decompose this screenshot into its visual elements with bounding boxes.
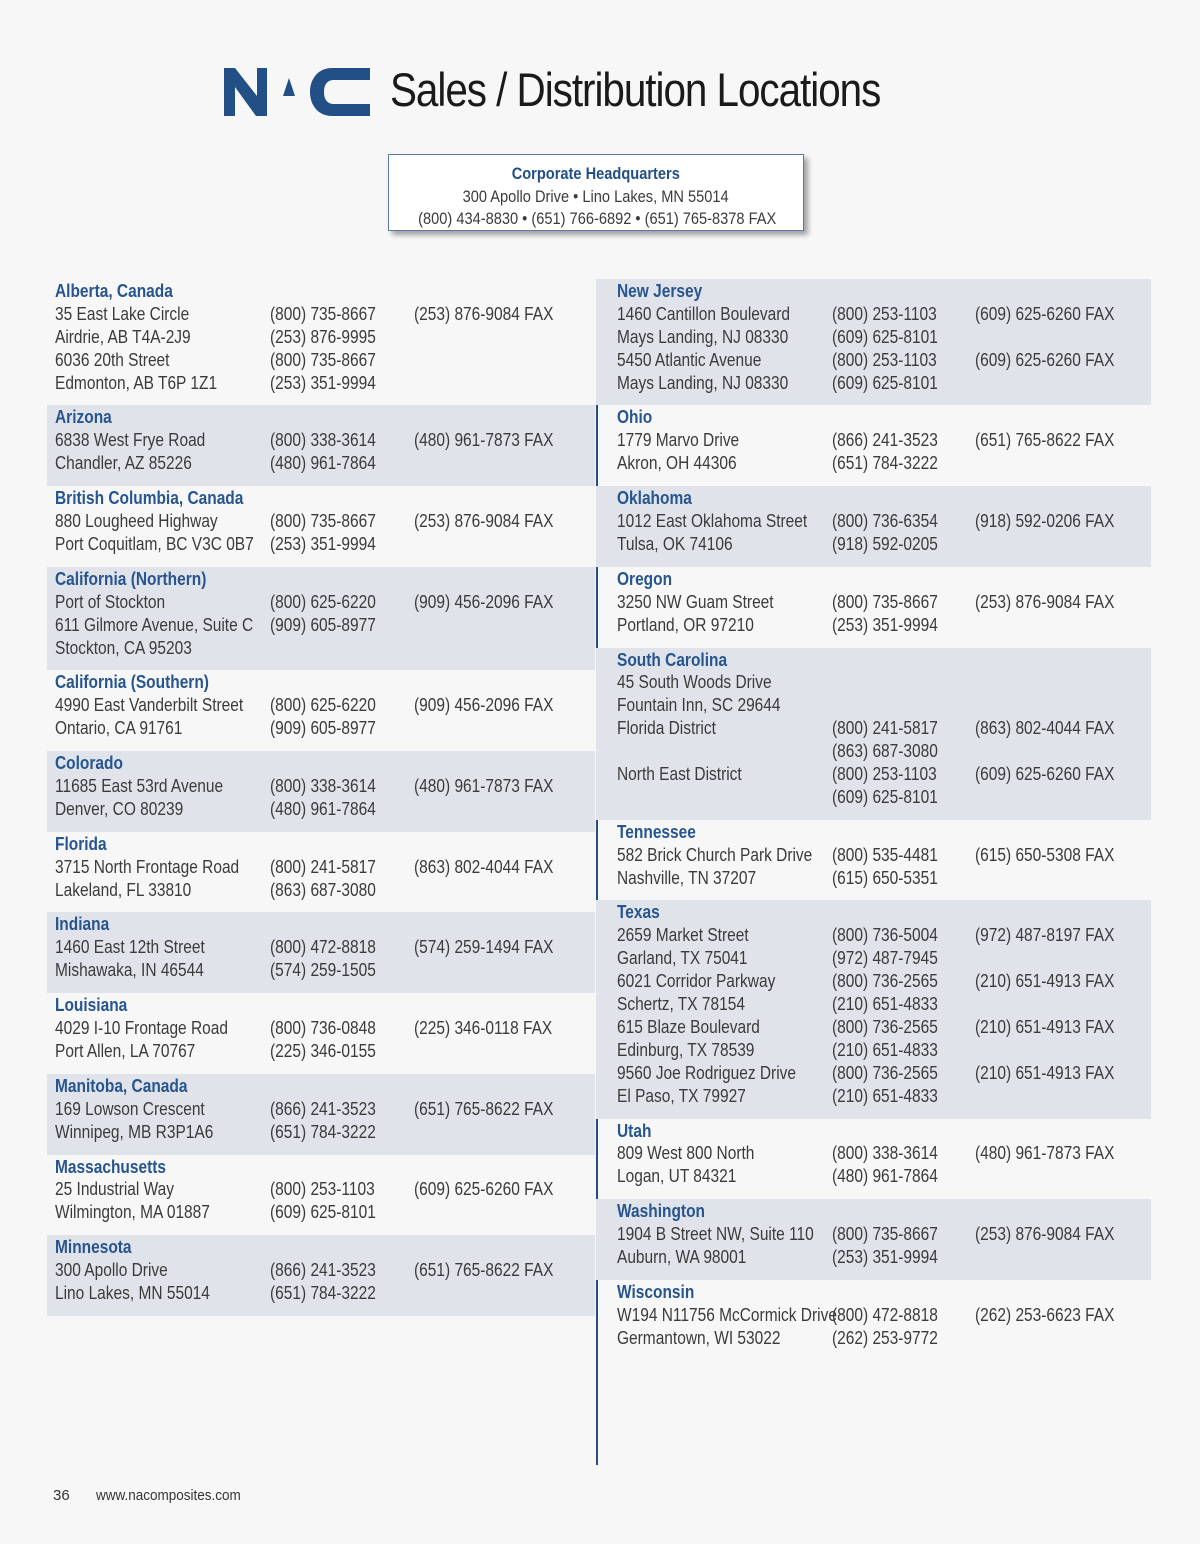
- location-section: [47, 279, 595, 405]
- location-row: [617, 510, 1151, 533]
- location-row: [55, 1040, 595, 1063]
- phone-text: (800) 253-1103: [832, 303, 937, 324]
- fax-text: (480) 961-7873 FAX: [414, 430, 554, 451]
- location-row: [617, 1062, 1151, 1085]
- location-section: [47, 486, 595, 567]
- location-row: [55, 510, 595, 533]
- location-title: Tennessee: [617, 821, 696, 842]
- phone-text: (210) 651-4833: [832, 994, 938, 1015]
- phone-text: (253) 351-9994: [270, 372, 376, 393]
- phone-text: (480) 961-7864: [832, 1166, 938, 1187]
- address-text: 6036 20th Street: [55, 349, 170, 370]
- address-text: Stockton, CA 95203: [55, 637, 192, 658]
- location-title: Florida: [55, 833, 107, 854]
- fax-text: (609) 625-6260 FAX: [975, 764, 1115, 784]
- phone-text: (800) 625-6220: [270, 591, 376, 612]
- address-text: El Paso, TX 79927: [617, 1085, 746, 1106]
- address-text: 1460 East 12th Street: [55, 937, 205, 958]
- phone-text: (262) 253-9772: [832, 1327, 938, 1348]
- location-row: [617, 372, 1151, 395]
- location-section: [596, 1199, 1151, 1280]
- location-row: [617, 694, 1151, 717]
- location-title: Alberta, Canada: [55, 281, 173, 301]
- phone-text: (253) 351-9994: [832, 1246, 938, 1267]
- fax-text: (225) 346-0118 FAX: [414, 1018, 553, 1039]
- location-row: [55, 591, 595, 614]
- address-text: Fountain Inn, SC 29644: [617, 695, 781, 716]
- address-text: 809 West 800 North: [617, 1143, 755, 1164]
- location-row: [55, 349, 595, 372]
- location-section: [596, 1119, 1151, 1200]
- location-row: [617, 717, 1151, 740]
- location-row: [55, 936, 595, 959]
- location-section: [596, 486, 1151, 567]
- location-row: [55, 1282, 595, 1305]
- address-text: 611 Gilmore Avenue, Suite C: [55, 614, 254, 635]
- address-text: Lino Lakes, MN 55014: [55, 1283, 210, 1304]
- address-text: Akron, OH 44306: [617, 453, 737, 474]
- phone-text: (253) 351-9994: [832, 614, 938, 635]
- location-title: Massachusetts: [55, 1156, 166, 1177]
- location-row: [617, 970, 1151, 993]
- location-section: [596, 567, 1151, 648]
- location-section: [47, 670, 595, 751]
- phone-text: (866) 241-3523: [832, 430, 938, 451]
- corporate-headquarters-box: [388, 154, 804, 231]
- location-row: [55, 614, 595, 637]
- fax-text: (909) 456-2096 FAX: [414, 695, 554, 716]
- phone-text: (800) 338-3614: [270, 776, 376, 797]
- phone-text: (800) 736-2565: [832, 971, 938, 992]
- location-title: Utah: [617, 1120, 652, 1141]
- location-title: Ohio: [617, 407, 653, 428]
- location-row: [617, 924, 1151, 947]
- address-text: Mishawaka, IN 46544: [55, 960, 204, 981]
- address-text: 1904 B Street NW, Suite 110: [617, 1224, 814, 1245]
- fax-text: (253) 876-9084 FAX: [975, 591, 1115, 612]
- phone-text: (609) 625-8101: [270, 1202, 376, 1223]
- location-row: [617, 740, 1151, 763]
- website-url: www.nacomposites.com: [95, 1487, 241, 1504]
- address-text: North East District: [617, 764, 742, 784]
- address-text: Edmonton, AB T6P 1Z1: [55, 372, 218, 393]
- location-title: New Jersey: [617, 281, 703, 301]
- phone-text: (800) 736-6354: [832, 511, 938, 532]
- nac-logo: [224, 68, 370, 116]
- phone-text: (574) 259-1505: [270, 960, 376, 981]
- fax-text: (972) 487-8197 FAX: [975, 925, 1115, 946]
- location-row: [617, 1327, 1151, 1350]
- location-row: [617, 349, 1151, 372]
- phone-text: (800) 338-3614: [270, 430, 376, 451]
- address-text: 45 South Woods Drive: [617, 672, 772, 693]
- location-title: Indiana: [55, 914, 110, 935]
- address-text: Germantown, WI 53022: [617, 1327, 781, 1348]
- address-text: Nashville, TN 37207: [617, 867, 757, 888]
- phone-text: (210) 651-4833: [832, 1039, 938, 1060]
- location-row: [617, 993, 1151, 1016]
- address-text: Garland, TX 75041: [617, 948, 748, 969]
- address-text: 2659 Market Street: [617, 925, 749, 946]
- address-text: Lakeland, FL 33810: [55, 879, 192, 900]
- page-footer: [53, 1487, 257, 1504]
- location-row: [617, 1085, 1151, 1108]
- locations-column-left: [47, 279, 595, 1316]
- location-section: [47, 1235, 595, 1316]
- location-row: [55, 637, 595, 660]
- address-text: W194 N11756 McCormick Drive: [617, 1304, 837, 1325]
- phone-text: (480) 961-7864: [270, 798, 376, 819]
- page-number: 36: [53, 1487, 70, 1504]
- location-title: Arizona: [55, 407, 112, 428]
- location-row: [617, 533, 1151, 556]
- phone-text: (609) 625-8101: [832, 786, 938, 807]
- phone-text: (800) 472-8818: [832, 1304, 938, 1325]
- phone-text: (800) 736-2565: [832, 1016, 938, 1037]
- location-row: [617, 671, 1151, 694]
- location-section: [47, 993, 595, 1074]
- location-row: [617, 429, 1151, 452]
- address-text: 300 Apollo Drive: [55, 1260, 168, 1281]
- fax-text: (651) 765-8622 FAX: [414, 1098, 554, 1119]
- phone-text: (800) 253-1103: [832, 764, 937, 784]
- location-title: Colorado: [55, 753, 123, 774]
- fax-text: (609) 625-6260 FAX: [975, 349, 1115, 370]
- location-title: South Carolina: [617, 649, 728, 670]
- location-row: [55, 856, 595, 879]
- fax-text: (480) 961-7873 FAX: [414, 776, 554, 797]
- fax-text: (210) 651-4913 FAX: [975, 1016, 1115, 1037]
- location-row: [617, 1246, 1151, 1269]
- address-text: Port Coquitlam, BC V3C 0B7: [55, 533, 254, 554]
- address-text: Port of Stockton: [55, 591, 166, 612]
- location-title: Louisiana: [55, 995, 128, 1016]
- fax-text: (863) 802-4044 FAX: [414, 856, 554, 877]
- location-section: [47, 832, 595, 913]
- location-title: Oklahoma: [617, 488, 692, 509]
- location-title: California (Southern): [55, 672, 209, 693]
- fax-text: (262) 253-6623 FAX: [975, 1304, 1115, 1325]
- address-text: 880 Lougheed Highway: [55, 511, 218, 532]
- location-row: [617, 786, 1151, 809]
- location-title: Minnesota: [55, 1237, 132, 1258]
- address-text: 11685 East 53rd Avenue: [55, 776, 224, 797]
- location-section: [596, 405, 1151, 486]
- location-row: [617, 326, 1151, 349]
- location-title: Wisconsin: [617, 1281, 695, 1302]
- location-title: Washington: [617, 1201, 706, 1222]
- location-row: [55, 326, 595, 349]
- location-row: [55, 372, 595, 395]
- location-row: [617, 1165, 1151, 1188]
- location-row: [617, 1142, 1151, 1165]
- location-row: [617, 867, 1151, 890]
- hq-phones: (800) 434-8830 • (651) 766-6892 • (651) 765-8378 FAX: [418, 209, 777, 228]
- location-row: [55, 717, 595, 740]
- phone-text: (651) 784-3222: [270, 1121, 376, 1142]
- location-row: [617, 947, 1151, 970]
- phone-text: (800) 625-6220: [270, 695, 376, 716]
- phone-text: (863) 687-3080: [832, 741, 938, 762]
- phone-text: (225) 346-0155: [270, 1040, 376, 1061]
- phone-text: (800) 736-5004: [832, 925, 938, 946]
- address-text: Chandler, AZ 85226: [55, 453, 192, 474]
- address-text: Airdrie, AB T4A-2J9: [55, 326, 191, 347]
- fax-text: (574) 259-1494 FAX: [414, 937, 554, 958]
- address-text: 1012 East Oklahoma Street: [617, 511, 808, 532]
- location-row: [55, 303, 595, 326]
- fax-text: (918) 592-0206 FAX: [975, 511, 1115, 532]
- address-text: Port Allen, LA 70767: [55, 1040, 196, 1061]
- address-text: 169 Lowson Crescent: [55, 1098, 205, 1119]
- phone-text: (800) 736-0848: [270, 1018, 376, 1039]
- phone-text: (651) 784-3222: [832, 453, 938, 474]
- fax-text: (651) 765-8622 FAX: [975, 430, 1115, 451]
- location-row: [55, 798, 595, 821]
- phone-text: (972) 487-7945: [832, 948, 938, 969]
- location-row: [617, 452, 1151, 475]
- location-row: [55, 775, 595, 798]
- location-title: Texas: [617, 902, 660, 923]
- fax-text: (609) 625-6260 FAX: [414, 1179, 554, 1200]
- address-text: Mays Landing, NJ 08330: [617, 372, 789, 393]
- fax-text: (253) 876-9084 FAX: [975, 1224, 1115, 1245]
- location-title: Manitoba, Canada: [55, 1075, 188, 1096]
- address-text: 1779 Marvo Drive: [617, 430, 740, 451]
- address-text: Winnipeg, MB R3P1A6: [55, 1121, 214, 1142]
- location-title: California (Northern): [55, 568, 207, 589]
- location-row: [617, 591, 1151, 614]
- fax-text: (253) 876-9084 FAX: [414, 303, 554, 324]
- phone-text: (800) 338-3614: [832, 1143, 938, 1164]
- phone-text: (800) 735-8667: [832, 1224, 938, 1245]
- location-row: [617, 614, 1151, 637]
- fax-text: (651) 765-8622 FAX: [414, 1260, 554, 1281]
- address-text: 1460 Cantillon Boulevard: [617, 303, 790, 324]
- address-text: Wilmington, MA 01887: [55, 1202, 210, 1223]
- phone-text: (800) 535-4481: [832, 844, 938, 865]
- fax-text: (615) 650-5308 FAX: [975, 844, 1115, 865]
- phone-text: (210) 651-4833: [832, 1085, 938, 1106]
- location-row: [55, 1201, 595, 1224]
- phone-text: (918) 592-0205: [832, 533, 938, 554]
- fax-text: (609) 625-6260 FAX: [975, 303, 1115, 324]
- address-text: 3250 NW Guam Street: [617, 591, 774, 612]
- address-text: Denver, CO 80239: [55, 798, 184, 819]
- location-section: [596, 820, 1151, 901]
- address-text: 25 Industrial Way: [55, 1179, 175, 1200]
- fax-text: (210) 651-4913 FAX: [975, 1062, 1115, 1083]
- phone-text: (253) 351-9994: [270, 533, 376, 554]
- phone-text: (609) 625-8101: [832, 372, 938, 393]
- phone-text: (909) 605-8977: [270, 614, 376, 635]
- fax-text: (480) 961-7873 FAX: [975, 1143, 1115, 1164]
- phone-text: (800) 241-5817: [832, 718, 938, 739]
- location-row: [617, 844, 1151, 867]
- location-row: [55, 429, 595, 452]
- hq-address: 300 Apollo Drive • Lino Lakes, MN 55014: [462, 186, 730, 206]
- phone-text: (800) 736-2565: [832, 1062, 938, 1083]
- hq-title: Corporate Headquarters: [511, 164, 681, 183]
- location-section: [47, 1155, 595, 1236]
- location-row: [55, 452, 595, 475]
- address-text: 9560 Joe Rodriguez Drive: [617, 1062, 796, 1083]
- location-title: British Columbia, Canada: [55, 488, 244, 509]
- fax-text: (253) 876-9084 FAX: [414, 511, 554, 532]
- location-title: Oregon: [617, 568, 673, 589]
- location-section: [596, 1280, 1151, 1361]
- phone-text: (866) 241-3523: [270, 1260, 376, 1281]
- address-text: 6838 West Frye Road: [55, 430, 206, 451]
- location-row: [617, 1304, 1151, 1327]
- fax-text: (909) 456-2096 FAX: [414, 591, 554, 612]
- phone-text: (866) 241-3523: [270, 1098, 376, 1119]
- address-text: 6021 Corridor Parkway: [617, 971, 776, 992]
- address-text: Florida District: [617, 718, 716, 739]
- location-section: [596, 900, 1151, 1118]
- address-text: Portland, OR 97210: [617, 614, 754, 635]
- phone-text: (480) 961-7864: [270, 453, 376, 474]
- location-section: [47, 405, 595, 486]
- phone-text: (800) 735-8667: [270, 303, 376, 324]
- phone-text: (800) 735-8667: [270, 349, 376, 370]
- location-row: [55, 879, 595, 902]
- address-text: Edinburg, TX 78539: [617, 1039, 755, 1060]
- address-text: Auburn, WA 98001: [617, 1246, 747, 1267]
- phone-text: (651) 784-3222: [270, 1283, 376, 1304]
- address-text: 4029 I-10 Frontage Road: [55, 1018, 228, 1039]
- address-text: 5450 Atlantic Avenue: [617, 349, 762, 370]
- location-section: [596, 279, 1151, 405]
- location-row: [55, 959, 595, 982]
- locations-column-right: [596, 279, 1151, 1465]
- phone-text: (800) 241-5817: [270, 856, 376, 877]
- phone-text: (863) 687-3080: [270, 879, 376, 900]
- location-section: [47, 912, 595, 993]
- location-row: [55, 694, 595, 717]
- location-section: [596, 648, 1151, 820]
- location-row: [55, 1121, 595, 1144]
- location-row: [55, 1178, 595, 1201]
- location-section: [47, 567, 595, 671]
- fax-text: (863) 802-4044 FAX: [975, 718, 1115, 739]
- location-row: [617, 763, 1151, 786]
- phone-text: (800) 253-1103: [270, 1179, 375, 1200]
- location-row: [617, 303, 1151, 326]
- address-text: Ontario, CA 91761: [55, 718, 183, 739]
- address-text: 615 Blaze Boulevard: [617, 1016, 760, 1037]
- address-text: 35 East Lake Circle: [55, 303, 190, 324]
- location-row: [55, 1098, 595, 1121]
- location-row: [617, 1016, 1151, 1039]
- phone-text: (909) 605-8977: [270, 718, 376, 739]
- address-text: Schertz, TX 78154: [617, 994, 745, 1015]
- phone-text: (800) 472-8818: [270, 937, 376, 958]
- location-row: [55, 1017, 595, 1040]
- location-row: [55, 533, 595, 556]
- phone-text: (253) 876-9995: [270, 326, 376, 347]
- address-text: 3715 North Frontage Road: [55, 856, 240, 877]
- page-title: Sales / Distribution Locations: [390, 63, 881, 116]
- address-text: Mays Landing, NJ 08330: [617, 326, 789, 347]
- fax-text: (210) 651-4913 FAX: [975, 971, 1115, 992]
- page-header: [0, 0, 1200, 130]
- location-section: [47, 751, 595, 832]
- location-row: [617, 1223, 1151, 1246]
- address-text: Tulsa, OK 74106: [617, 533, 733, 554]
- location-row: [617, 1039, 1151, 1062]
- address-text: Logan, UT 84321: [617, 1166, 737, 1187]
- phone-text: (800) 735-8667: [832, 591, 938, 612]
- phone-text: (615) 650-5351: [832, 867, 938, 888]
- location-section: [47, 1074, 595, 1155]
- location-row: [55, 1259, 595, 1282]
- phone-text: (800) 735-8667: [270, 511, 376, 532]
- address-text: 4990 East Vanderbilt Street: [55, 695, 244, 716]
- phone-text: (800) 253-1103: [832, 349, 937, 370]
- phone-text: (609) 625-8101: [832, 326, 938, 347]
- address-text: 582 Brick Church Park Drive: [617, 844, 813, 865]
